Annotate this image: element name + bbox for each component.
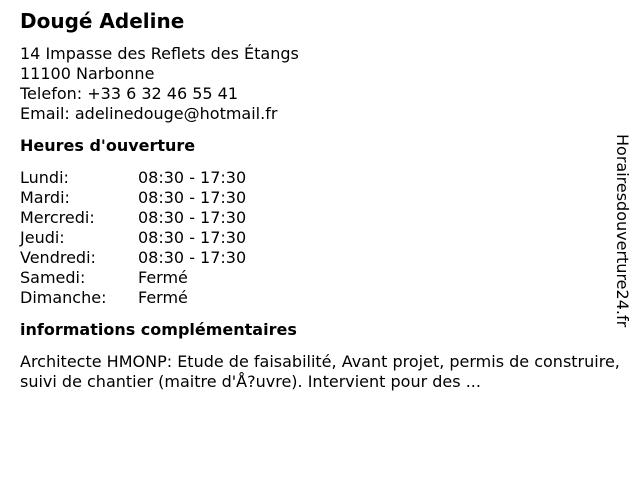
hours-heading: Heures d'ouverture (20, 136, 196, 155)
business-card (20, 8, 620, 392)
day-label: Dimanche: (20, 288, 107, 307)
hours-row (20, 168, 620, 188)
hours-table (20, 168, 620, 308)
day-label: Mardi: (20, 188, 70, 207)
street-address: 14 Impasse des Reflets des Étangs (20, 44, 299, 63)
hours-row (20, 208, 620, 228)
day-time: 08:30 - 17:30 (138, 168, 247, 187)
day-label: Lundi: (20, 168, 69, 187)
email: Email: adelinedouge@hotmail.fr (20, 104, 278, 123)
day-time: 08:30 - 17:30 (138, 188, 247, 207)
hours-row (20, 228, 620, 248)
hours-row (20, 188, 620, 208)
site-watermark: Horairesdouverture24.fr (613, 134, 632, 328)
phone: Telefon: +33 6 32 46 55 41 (20, 84, 239, 103)
hours-row (20, 288, 620, 308)
day-time: Fermé (138, 268, 188, 287)
city: 11100 Narbonne (20, 64, 155, 83)
day-label: Samedi: (20, 268, 86, 287)
day-time: 08:30 - 17:30 (138, 228, 247, 247)
hours-row (20, 248, 620, 268)
day-time: 08:30 - 17:30 (138, 208, 247, 227)
business-name: Dougé Adeline (20, 9, 185, 33)
info-description: Architecte HMONP: Etude de faisabilité, Avant projet, permis de construire, suivi de chantier (maitre d'Å?uvre). Intervient pour des ... (20, 352, 620, 391)
day-label: Mercredi: (20, 208, 95, 227)
info-heading: informations complémentaires (20, 320, 297, 339)
day-label: Vendredi: (20, 248, 96, 267)
day-time: Fermé (138, 288, 188, 307)
hours-row (20, 268, 620, 288)
day-time: 08:30 - 17:30 (138, 248, 247, 267)
day-label: Jeudi: (20, 228, 65, 247)
